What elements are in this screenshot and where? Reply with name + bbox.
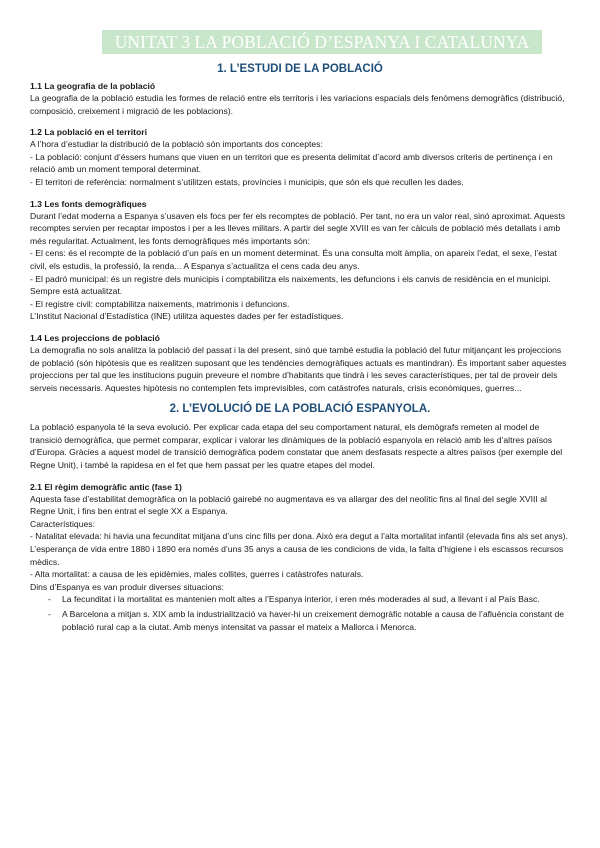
subsection-2-1-p4: - Alta mortalitat: a causa de les epidèmies, males collites, guerres i catàstrofes naturals. bbox=[30, 569, 364, 580]
subsection-2-1-p1: Aquesta fase d’estabilitat demogràfica on la població gairebé no augmentava es va allargar des del neolític fins al final del segle XVIII al Regne Unit, i fins ben entrat el segle XX a Espanya. bbox=[30, 493, 547, 517]
subsection-1-3-p3: - El padró municipal: és un registre dels municipis i comptabilitza els naixements, les defuncions i els canvis de residència en el municipi. Sempre està actualitzat. bbox=[30, 273, 551, 297]
subsection-1-3-p1: Durant l’edat moderna a Espanya s’usaven els focs per fer els recomptes de població. Per tant, no era un valor real, sinó aproximat. Aquests recomptes servien per recaptar impostos i per a les lleves militars. A partir del segle XVIII es van fer càlculs de població més detallats i amb més regularitat. Actualment, les fonts demogràfiques més importants són: bbox=[30, 210, 566, 246]
page-title: UNITAT 3 LA POBLACIÓ D’ESPANYA I CATALUNYA bbox=[114, 32, 530, 52]
list-item-text: La fecunditat i la mortalitat es mantenien molt altes a l’Espanya interior, i eren més moderades al sud, a llevant i al País Basc. bbox=[62, 594, 540, 605]
section-2-intro: La població espanyola té la seva evolució. Per explicar cada etapa del seu comportament natural, els demògrafs remeten al model de transició demogràfica, que permet comparar, explicar i valorar les dinàmiques de la població espanyola en relació amb les d’altres països d’Europa. Gràcies a aquest model de transició demogràfica podem constatar que anem desfasats respecte a altres països (per exemple del Regne Unit), i també la rapidesa en el fet que hem passat per les quatre etapes del model. bbox=[30, 422, 563, 471]
list-item: - La fecunditat i la mortalitat es mantenien molt altes a l’Espanya interior, i eren més moderades al sud, a llevant i al País Basc. bbox=[48, 594, 540, 605]
section-1-heading: 1. L’ESTUDI DE LA POBLACIÓ bbox=[217, 63, 383, 75]
subsection-1-4-text: La demografia no sols analitza la població del passat i la del present, sinó que també estudia la població del futur mitjançant les projeccions de població (són hipòtesis que es realitzen suposant que les tendències demogràfiques actuals es mantindran). És important saber aquestes projeccions per tal que les institucions puguin preveure el nombre d’habitants que tindrà i les seves característiques, per tal de proveir dels serveis necessaris. Aquestes hipòtesis no contemplen fets imprevisibles, com catàstrofes naturals, crisis econòmiques, guerres... bbox=[30, 344, 567, 393]
subsection-1-3 bbox=[30, 199, 570, 323]
subsection-2-1 bbox=[30, 482, 570, 634]
subsection-2-1-p3: - Natalitat elevada: hi havia una fecunditat mitjana d’uns cinc fills per dona. Això era degut a l’alta mortalitat infantil (elevada fins als set anys). L’esperança de vida entre 1880 i 1890 era només d’uns 35 anys a causa de les condicions de vida, la falta d’higiene i els escassos recursos mèdics. bbox=[30, 531, 568, 567]
subsection-1-3-p2: - El cens: és el recompte de la població d’un país en un moment determinat. És una consulta molt àmplia, on apareix l’edat, el sexe, l’estat civil, els estudis, la professió, la renda... A Espanya s’actualitza el cens cada deu anys. bbox=[30, 248, 557, 271]
subsection-1-3-p5: L’Institut Nacional d’Estadística (INE) utilitza aquestes dades per fer estadístiques. bbox=[30, 311, 344, 322]
list-item: - A Barcelona a mitjan s. XIX amb la industrialització va haver-hi un creixement demogràfic notable a causa de l’afluència constant de població rural cap a la ciutat. Amb menys intensitat va passar el mateix a Mallorca i Menorca. bbox=[48, 609, 565, 632]
section-2-heading: 2. L’EVOLUCIÓ DE LA POBLACIÓ ESPANYOLA. bbox=[169, 403, 431, 416]
subsection-1-2 bbox=[30, 127, 570, 188]
subsection-1-1-text: La geografia de la població estudia les formes de relació entre els territoris i les variacions espacials dels fenòmens demogràfics (distribució, composició, creixement i migració de les poblacions). bbox=[30, 93, 565, 116]
subsection-1-3-title: 1.3 Les fonts demogràfiques bbox=[30, 198, 147, 209]
subsection-1-2-p1: A l’hora d’estudiar la distribució de la població són importants dos conceptes: bbox=[30, 139, 323, 150]
subsection-1-4-title: 1.4 Les projeccions de població bbox=[30, 332, 160, 343]
situations-list bbox=[30, 593, 570, 633]
list-item-text: A Barcelona a mitjan s. XIX amb la industrialització va haver-hi un creixement demogràfic notable a causa de l’afluència constant de població rural cap a la ciutat. Amb menys intensitat va passar el mateix a Mallorca i Menorca. bbox=[62, 609, 565, 632]
subsection-1-1-title: 1.1 La geografia de la població bbox=[30, 81, 156, 91]
subsection-1-1 bbox=[30, 81, 570, 117]
subsection-1-3-p4: - El registre civil: comptabilitza naixements, matrimonis i defuncions. bbox=[30, 298, 290, 309]
subsection-1-2-p3: - El territori de referència: normalment s’utilitzen estats, províncies i municipis, que són els que recullen les dades. bbox=[30, 176, 464, 187]
title-banner bbox=[102, 30, 542, 54]
subsection-1-4 bbox=[30, 333, 570, 394]
subsection-2-1-p5: Dins d’Espanya es van produir diverses situacions: bbox=[30, 581, 224, 592]
subsection-1-2-title: 1.2 La població en el territori bbox=[30, 127, 148, 138]
subsection-1-2-p2: - La població: conjunt d’éssers humans que viuen en un territori que es presenta delimitat d’acord amb diversos criteris de pertinença i en relació amb un moment temporal determinat. bbox=[30, 151, 553, 175]
subsection-2-1-p2: Característiques: bbox=[30, 518, 95, 529]
subsection-2-1-title: 2.1 El règim demogràfic antic (fase 1) bbox=[30, 481, 182, 492]
